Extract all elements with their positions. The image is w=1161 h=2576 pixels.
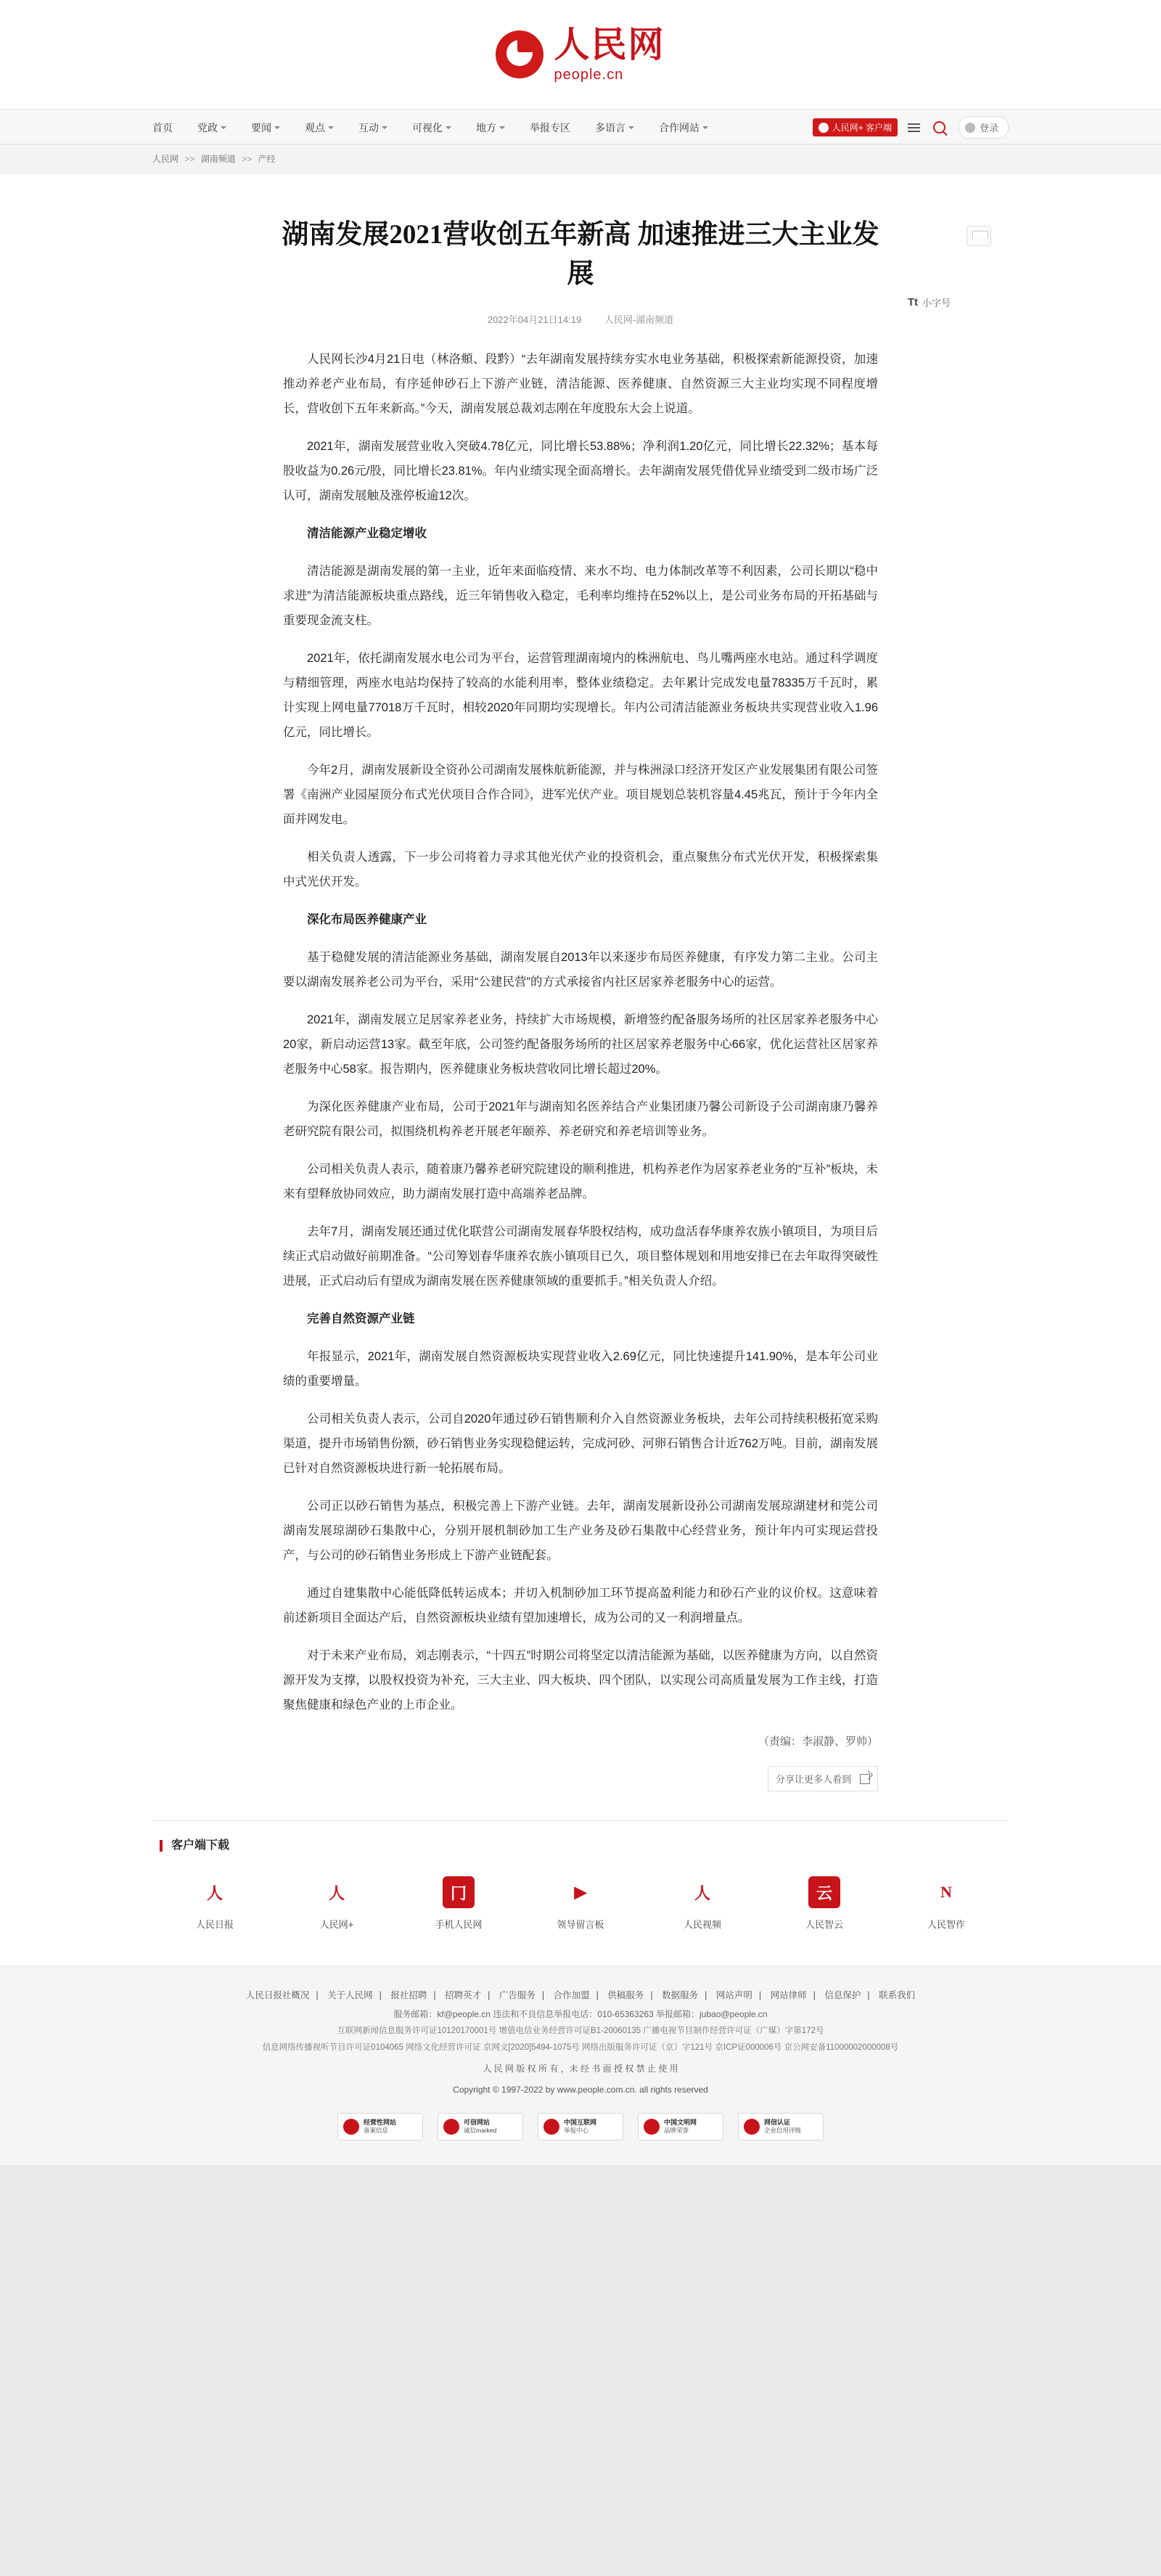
site-logo[interactable] — [496, 27, 665, 82]
client-item-label: 人民智作 — [927, 1919, 965, 1931]
cert-title: 网信认证 — [764, 2118, 791, 2126]
cert-badge[interactable] — [438, 2113, 523, 2140]
article-source: 人民网-湖南频道 — [604, 314, 674, 326]
chevron-down-icon — [274, 126, 280, 129]
breadcrumb-item-2[interactable]: 湖南频道 — [200, 154, 236, 164]
breadcrumb-sep: >> — [242, 154, 253, 164]
paragraph: 相关负责人透露，下一步公司将着力寻求其他光伏产业的投资机会，重点聚焦分布式光伏开发，积极探索集中式光伏开发。 — [283, 851, 878, 888]
search-icon[interactable] — [933, 121, 945, 134]
chevron-down-icon — [628, 126, 634, 129]
footer-service-line: 服务邮箱：kf@people.cn 违法和不良信息举报电话：010-65363263 举报邮箱：jubao@people.cn — [393, 2009, 768, 2020]
section-heading: 深化布局医养健康产业 — [307, 912, 427, 926]
nav-label: 合作网站 — [659, 121, 700, 134]
cert-sub: 企业信用评级 — [764, 2127, 802, 2135]
site-header — [0, 0, 1161, 109]
client-item-mobile-people[interactable] — [424, 1876, 493, 1931]
footer-link[interactable]: 供稿服务 — [607, 1990, 644, 2001]
nav-label: 互动 — [358, 121, 379, 134]
cert-icon — [744, 2119, 760, 2135]
cert-sub: 品牌荣誉 — [664, 2127, 689, 2135]
avatar-icon — [965, 123, 975, 133]
font-size-label: 小字号 — [922, 298, 951, 308]
cert-badge[interactable] — [538, 2113, 623, 2140]
leader-message-board-icon: ▶ — [574, 1883, 587, 1902]
cert-badge[interactable] — [337, 2113, 423, 2140]
nav-item-visualization[interactable] — [400, 110, 464, 145]
publish-date: 2022年04月21日14:19 — [487, 314, 582, 326]
paragraph: 公司正以砂石销售为基点，积极完善上下游产业链。去年，湖南发展新设孙公司湖南发展琼湖建材和莞公司湖南发展琼湖砂石集散中心，分别开展机制砂加工生产业务及砂石集散中心经营业务，预计年内可实现运营投产，与公司的砂石销售业务形成上下游产业链配套。 — [283, 1499, 878, 1562]
people-zhizuo-icon: N — [940, 1883, 952, 1902]
client-item-people-zhizuo[interactable] — [911, 1876, 981, 1931]
article — [152, 173, 1009, 1753]
client-item-leader-message-board[interactable] — [546, 1876, 615, 1931]
footer-link[interactable]: 招聘英才 — [445, 1990, 482, 2001]
paragraph: 今年2月，湖南发展新设全资孙公司湖南发展株航新能源，并与株洲渌口经济开发区产业发展集团有限公司签署《南洲产业园屋顶分布式光伏项目合作合同》，进军光伏产业。项目规划总装机容量4.45兆瓦，预计于今年内全面并网发电。 — [283, 764, 878, 827]
cert-title: 可信网站 — [464, 2118, 491, 2126]
share-button[interactable] — [768, 1766, 878, 1791]
client-item-renmin-daily[interactable] — [180, 1876, 250, 1931]
menu-icon[interactable] — [908, 123, 920, 132]
paragraph: 2021年，依托湖南发展水电公司为平台，运营管理湖南境内的株洲航电、鸟儿嘴两座水电站。通过科学调度与精细管理，两座水电站均保持了较高的水能利用率，整体业绩稳定。去年累计完成发电量78335万千瓦时，累计实现上网电量77018万千瓦时，相较2020年同期均实现增长。年内公司清洁能源业务板块共实现营业收入1.96亿元，同比增长。 — [283, 652, 878, 740]
footer-link[interactable]: 联系我们 — [879, 1990, 916, 2001]
cert-icon — [343, 2119, 359, 2135]
app-badge-label: 人民网+ 客户端 — [832, 123, 892, 133]
breadcrumb — [152, 144, 1009, 173]
paragraph: 2021年，湖南发展营业收入突破4.78亿元，同比增长53.88%；净利润1.20亿元，同比增长22.32%；基本每股收益为0.26元/股，同比增长23.81%。年内业绩实现全面高增长。去年湖南发展凭借优异业绩受到二级市场广泛认可，湖南发展触及涨停板逾12次。 — [283, 440, 878, 503]
chevron-down-icon — [499, 126, 505, 129]
footer-rights: 人 民 网 版 权 所 有 ，未 经 书 面 授 权 禁 止 使 用 — [483, 2064, 678, 2074]
people-video-icon: 人 — [694, 1884, 710, 1902]
paragraph: 通过自建集散中心能低降低转运成本；并切入机制砂加工环节提高盈利能力和砂石产业的议价权。这意味着前述新项目全面达产后，自然资源板块业绩有望加速增长，成为公司的又一利润增量点。 — [283, 1586, 878, 1624]
breadcrumb-sep: >> — [184, 154, 195, 164]
client-item-people-video[interactable] — [668, 1876, 737, 1931]
site-footer — [0, 1966, 1161, 2165]
people-plus-icon: 人 — [328, 1884, 345, 1902]
nav-item-languages[interactable] — [583, 110, 647, 145]
nav-label: 首页 — [152, 121, 173, 134]
people-zhiyun-icon: 云 — [808, 1876, 840, 1908]
article-body — [152, 326, 1009, 1753]
client-download-list — [152, 1876, 1009, 1945]
chevron-down-icon — [446, 126, 451, 129]
chevron-down-icon — [382, 126, 387, 129]
footer-link[interactable]: 合作加盟 — [553, 1990, 590, 2001]
logo-text — [554, 27, 665, 82]
chevron-down-icon — [328, 126, 334, 129]
login-button[interactable] — [959, 116, 1009, 139]
nav-item-interaction[interactable] — [346, 110, 400, 145]
footer-link[interactable]: 网站声明 — [715, 1990, 752, 2001]
client-item-label: 人民网+ — [319, 1919, 354, 1931]
paragraph: 基于稳健发展的清洁能源业务基础，湖南发展自2013年以来逐步布局医养健康，有序发力第二主业。公司主要以湖南发展养老公司为平台，采用“公建民营”的方式承接省内社区居家养老服务中心的运营。 — [283, 950, 878, 989]
font-size-icon: Tt — [907, 296, 918, 308]
footer-link[interactable]: 网站律师 — [770, 1990, 807, 2001]
nav-label: 地方 — [476, 121, 496, 134]
cert-title: 中国文明网 — [664, 2118, 697, 2126]
cert-badge[interactable] — [738, 2113, 824, 2140]
nav-label: 观点 — [305, 121, 325, 134]
footer-link[interactable]: 广告服务 — [499, 1990, 536, 2001]
chevron-down-icon — [221, 126, 226, 129]
client-item-people-zhiyun[interactable] — [789, 1876, 859, 1931]
logo-english: people.cn — [554, 67, 624, 83]
share-row — [152, 1766, 1009, 1791]
login-label: 登录 — [979, 123, 998, 134]
client-download-section — [152, 1820, 1009, 1953]
article-editor-credit: （责编：李淑静、罗帅） — [758, 1735, 878, 1748]
paragraph: 公司相关负责人表示，随着康乃馨养老研究院建设的顺利推进，机构养老作为居家养老业务的“互补”板块，未来有望释放协同效应，助力湖南发展打造中高端养老品牌。 — [283, 1162, 878, 1201]
share-label: 分享让更多人看到 — [775, 1774, 851, 1786]
breadcrumb-item-1[interactable]: 人民网 — [152, 154, 179, 164]
renmin-daily-icon: 人 — [206, 1884, 223, 1902]
people-logo-icon — [496, 30, 543, 78]
cert-icon — [543, 2119, 559, 2135]
nav-label: 可视化 — [412, 121, 443, 134]
font-size-control[interactable] — [908, 295, 951, 309]
cert-badge[interactable] — [638, 2113, 723, 2140]
footer-license-1: 互联网新闻信息服务许可证10120170001号 增值电信业务经营许可证B1-20060135 广播电视节目制作经营许可证（广媒）字第172号 — [337, 2027, 824, 2036]
cert-icon — [644, 2119, 660, 2135]
nav-label: 党政 — [197, 121, 218, 134]
nav-item-opinion[interactable] — [292, 110, 346, 145]
client-download-heading: 客户端下载 — [160, 1840, 1009, 1852]
client-item-label: 领导留言板 — [557, 1919, 604, 1931]
client-item-label: 人民智云 — [805, 1919, 843, 1931]
paragraph: 2021年，湖南发展立足居家养老业务，持续扩大市场规模，新增签约配备服务场所的社区居家养老服务中心20家，新启动运营13家。截至年底，公司签约配备服务场所的社区居家养老服务中心66家，优化运营社区居家养老服务中心58家。报告期内，医养健康业务板块营收同比增长超过20%。 — [283, 1013, 878, 1076]
cert-sub: 诚信marked — [464, 2127, 497, 2135]
logo-chinese: 人民网 — [554, 25, 665, 65]
nav-item-partners[interactable] — [647, 110, 721, 145]
client-item-label: 人民视频 — [683, 1919, 721, 1931]
section-heading: 完善自然资源产业链 — [307, 1312, 415, 1325]
footer-link[interactable]: 报社招聘 — [390, 1990, 427, 2001]
share-icon — [860, 1774, 870, 1784]
footer-link[interactable]: 人民日报社概况 — [245, 1990, 310, 2001]
app-badge-icon — [819, 123, 829, 133]
nav-item-report[interactable] — [517, 110, 583, 145]
cert-sub: 备案信息 — [364, 2127, 389, 2135]
cert-sub: 举报中心 — [564, 2127, 589, 2135]
nav-label: 举报专区 — [530, 121, 570, 134]
cert-title: 经营性网站 — [364, 2118, 397, 2126]
footer-link[interactable]: 关于人民网 — [327, 1990, 373, 2001]
client-item-label: 人民日报 — [195, 1919, 234, 1931]
page-title: 湖南发展2021营收创五年新高 加速推进三大主业发展 — [282, 220, 879, 289]
paragraph: 为深化医养健康产业布局，公司于2021年与湖南知名医养结合产业集团康乃馨公司新设子公司湖南康乃馨养老研究院有限公司，拟围绕机构养老开展老年颐养、养老研究和养老培训等业务。 — [283, 1100, 878, 1138]
paragraph: 人民网长沙4月21日电（林洛頫、段黔）“去年湖南发展持续夯实水电业务基础，积极探索新能源投资，加速推动养老产业布局，有序延伸砂石上下游产业链，清洁能源、医养健康、自然资源三大主业均实现不同程度增长，营收创下五年来新高。”今天，湖南发展总裁刘志刚在年度股东大会上说道。 — [283, 353, 878, 416]
footer-license-2: 信息网络传播视听节目许可证0104065 网络文化经营许可证 京网文[2020]5494-1075号 网络出版服务许可证（京）字121号 京ICP证000006号 京公网安备11000002000008号 — [262, 2043, 899, 2053]
client-item-label: 手机人民网 — [435, 1919, 483, 1931]
footer-links: 人民日报社概况 | 关于人民网 | 报社招聘 | 招聘英才 | 广告服务 | 合作加盟 | 供稿服务 | 数据服务 | 网站声明 | 网站律师 | 信息保护 | 联系我们 — [245, 1990, 916, 2001]
breadcrumb-item-3[interactable]: 产经 — [258, 154, 276, 164]
main-nav — [0, 109, 1161, 144]
nav-item-home[interactable] — [152, 110, 185, 145]
certification-badges — [0, 2098, 1161, 2165]
article-meta — [152, 312, 1009, 326]
app-badge[interactable] — [813, 118, 898, 136]
cert-icon — [443, 2119, 459, 2135]
footer-link[interactable]: 数据服务 — [662, 1990, 699, 2001]
nav-item-party[interactable] — [185, 110, 239, 145]
paragraph: 公司相关负责人表示，公司自2020年通过砂石销售顺利介入自然资源业务板块，去年公司持续积极拓宽采购渠道，提升市场销售份额，砂石销售业务实现稳健运转，完成河砂、河卵石销售合计近762万吨。目前，湖南发展已针对自然资源板块进行新一轮拓展布局。 — [283, 1412, 878, 1475]
section-heading: 清洁能源产业稳定增收 — [307, 527, 427, 541]
paragraph: 对于未来产业布局，刘志刚表示，“十四五”时期公司将坚定以清洁能源为基础，以医养健康为方向，以自然资源开发为支撑，以股权投资为补充，三大主业、四大板块、四个团队，以实现公司高质量发展为工作主线，打造聚焦健康和绿色产业的上市企业。 — [283, 1648, 878, 1712]
chevron-down-icon — [702, 126, 708, 129]
paragraph: 年报显示，2021年，湖南发展自然资源板块实现营业收入2.69亿元，同比快速提升141.90%，是本年公司业绩的重要增量。 — [283, 1349, 878, 1388]
nav-label: 多语言 — [595, 121, 625, 134]
nav-item-local[interactable] — [464, 110, 517, 145]
paragraph: 去年7月，湖南发展还通过优化联营公司湖南发展春华股权结构，成功盘活春华康养农族小镇项目，为项目后续正式启动做好前期准备。“公司筹划春华康养农族小镇项目已久，项目整体规划和用地安排已在去年取得突破性进展，正式启动后有望成为湖南发展在医养健康领域的重要抓手。”相关负责人介绍。 — [283, 1224, 878, 1288]
breadcrumb-bar — [0, 144, 1161, 173]
cert-title: 中国互联网 — [564, 2118, 597, 2126]
footer-copyright: Copyright © 1997-2022 by www.people.com.cn. all rights reserved — [453, 2085, 708, 2095]
nav-label: 要闻 — [251, 121, 271, 134]
mobile-people-icon: 冂 — [443, 1876, 475, 1908]
client-item-people-plus[interactable] — [302, 1876, 372, 1931]
nav-item-news[interactable] — [239, 110, 292, 145]
paragraph: 清洁能源是湖南发展的第一主业，近年来面临疫情、来水不均、电力体制改革等不利因素，公司长期以“稳中求进”为清洁能源板块重点路线，近三年销售收入稳定，毛利率均维持在52%以上，是公司业务布局的开拓基础与重要现金流支柱。 — [283, 565, 878, 628]
footer-link[interactable]: 信息保护 — [824, 1990, 861, 2001]
print-icon[interactable] — [967, 226, 991, 246]
